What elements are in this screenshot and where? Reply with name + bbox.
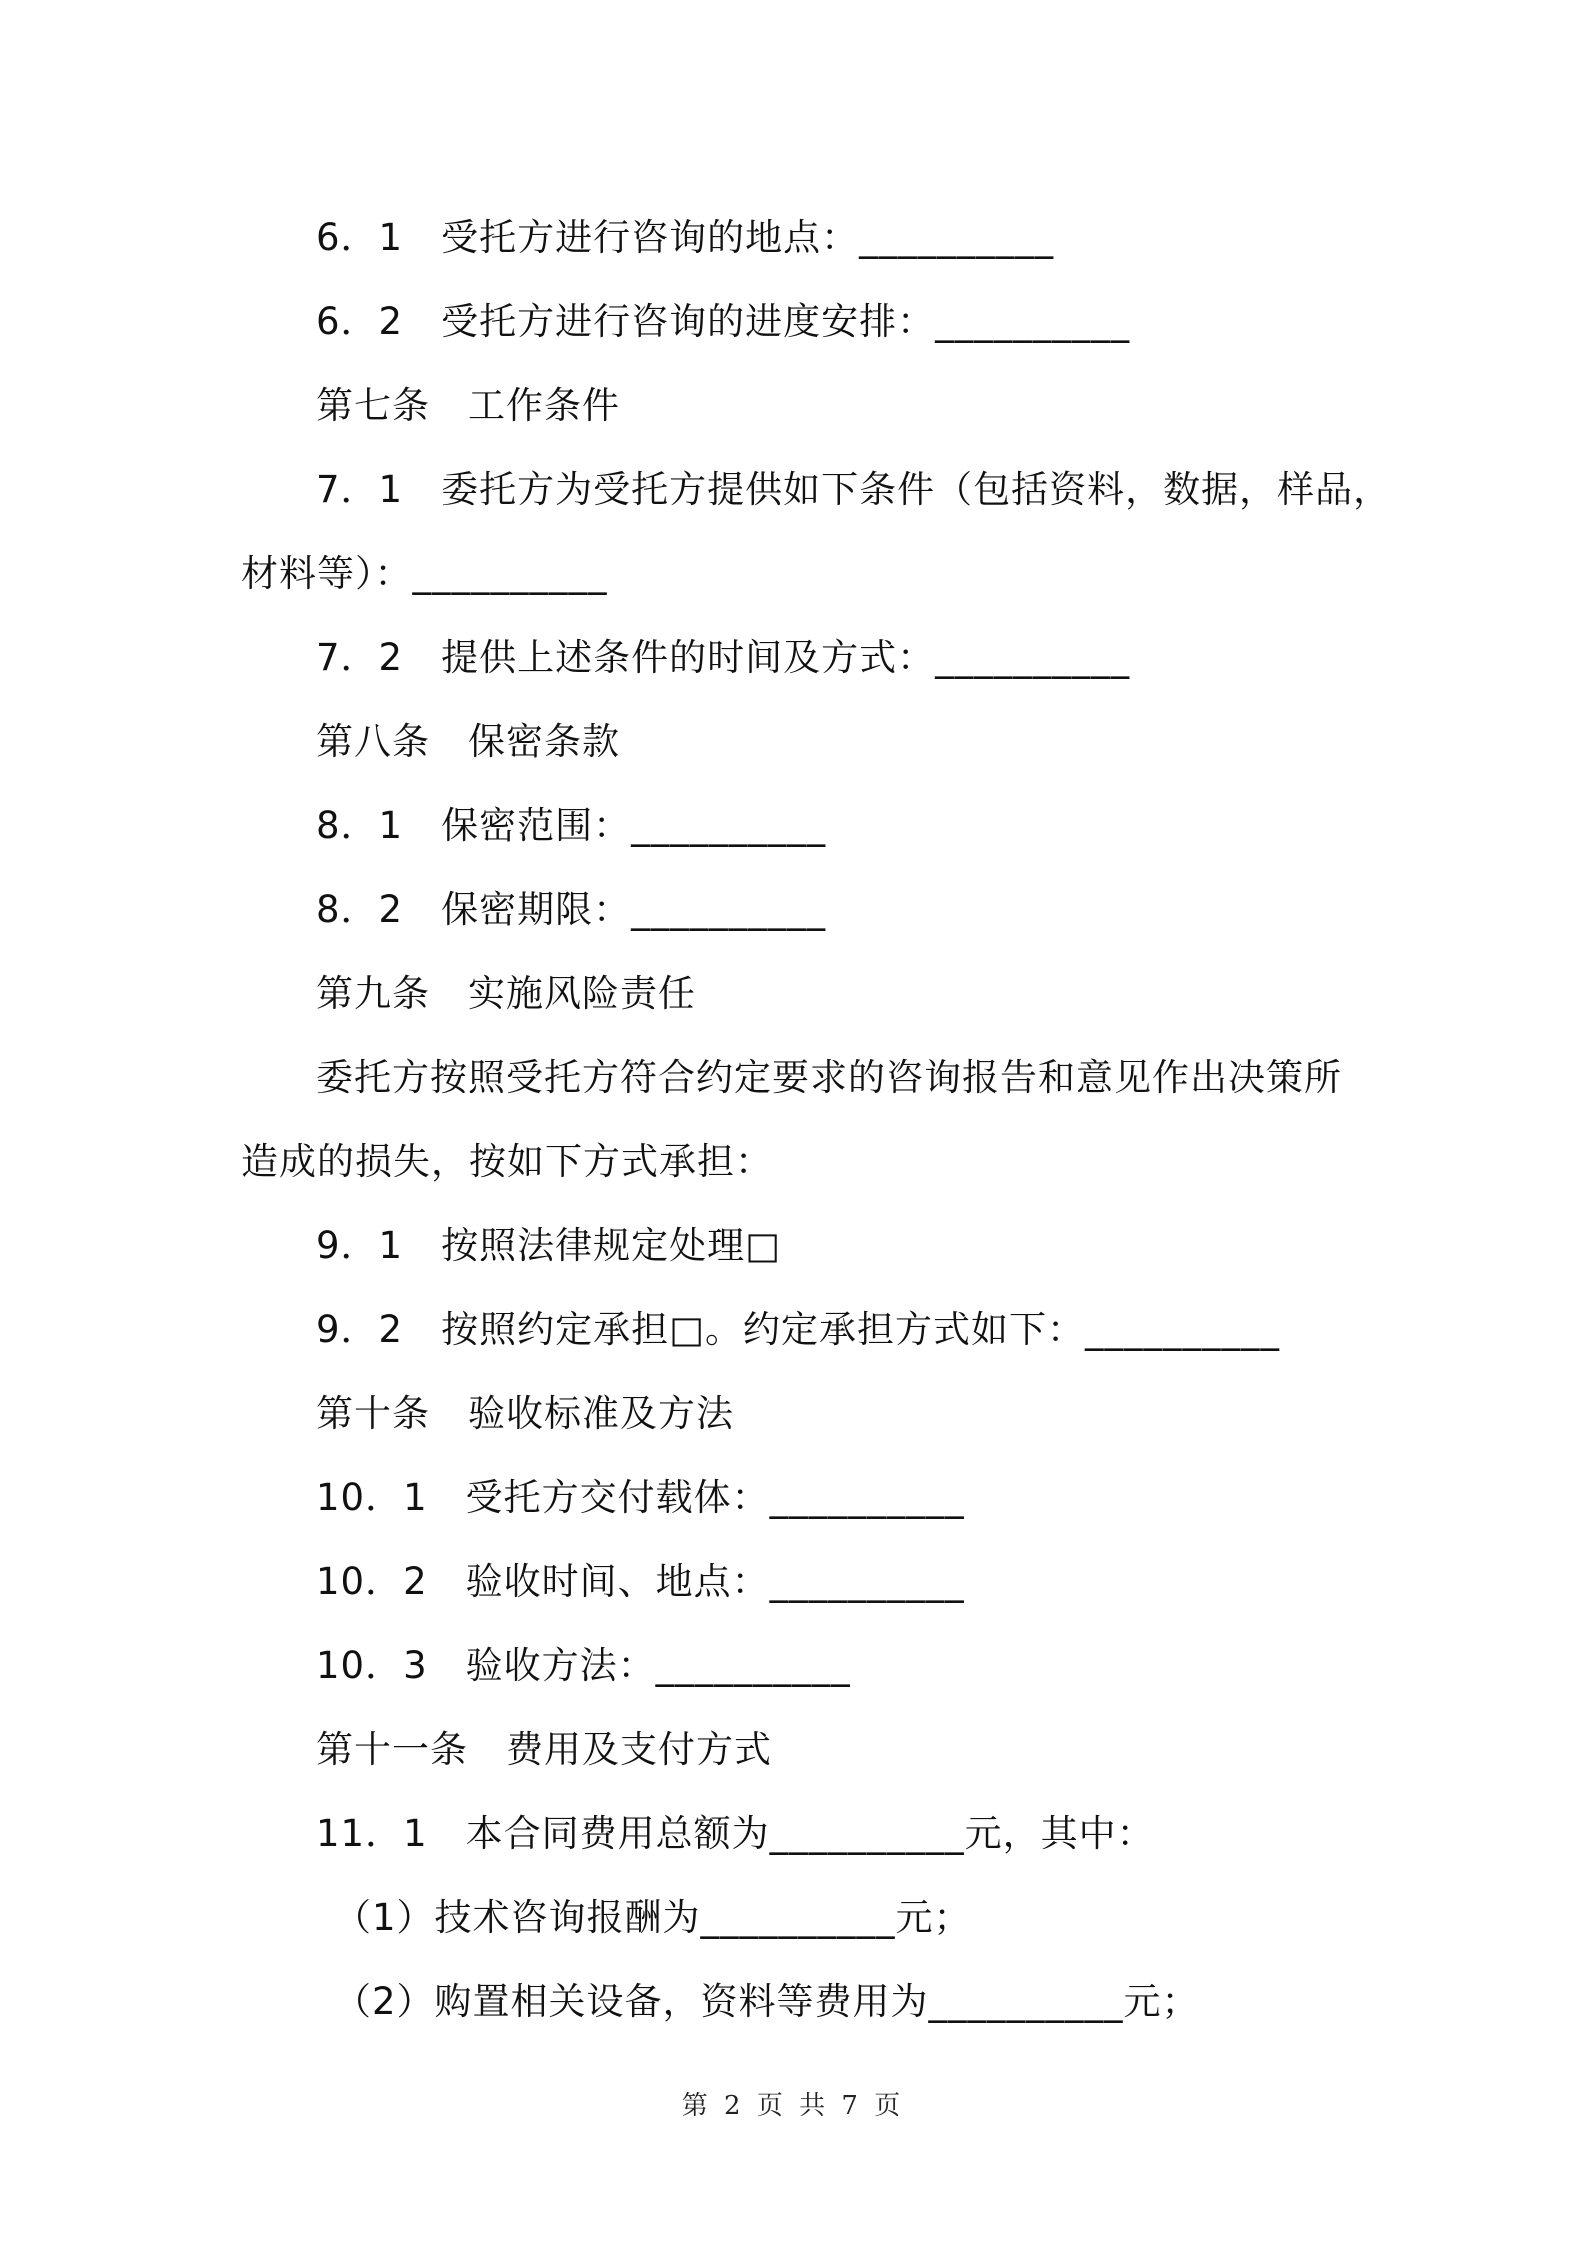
page-number-footer: 第 2 页 共 7 页 xyxy=(681,2091,905,2121)
article-7-heading: 第七条 工作条件 xyxy=(316,384,620,427)
clause-10-1: 10．1 受托方交付载体：__________ xyxy=(316,1476,965,1519)
fee-item-1: （1）技术咨询报酬为__________元； xyxy=(334,1896,972,1939)
article-8-heading: 第八条 保密条款 xyxy=(316,720,620,763)
clause-8-2: 8．2 保密期限：__________ xyxy=(316,888,827,931)
clause-7-2: 7．2 提供上述条件的时间及方式：__________ xyxy=(316,636,1131,679)
article-9-heading: 第九条 实施风险责任 xyxy=(316,972,696,1015)
article-9-paragraph: 委托方按照受托方符合约定要求的咨询报告和意见作出决策所 xyxy=(316,1056,1342,1099)
fee-item-2: （2）购置相关设备，资料等费用为__________元； xyxy=(334,1980,1200,2023)
article-9-paragraph-continued: 造成的损失，按如下方式承担： xyxy=(241,1140,773,1183)
clause-6-2: 6．2 受托方进行咨询的进度安排：__________ xyxy=(316,300,1131,343)
article-10-heading: 第十条 验收标准及方法 xyxy=(316,1392,734,1435)
article-11-heading: 第十一条 费用及支付方式 xyxy=(316,1728,772,1771)
document-body xyxy=(241,196,1392,2044)
clause-6-1: 6．1 受托方进行咨询的地点：__________ xyxy=(316,216,1055,259)
clause-11-1: 11．1 本合同费用总额为__________元，其中： xyxy=(316,1812,1155,1855)
clause-7-1: 7．1 委托方为受托方提供如下条件（包括资料，数据，样品， xyxy=(316,468,1392,511)
clause-10-2: 10．2 验收时间、地点：__________ xyxy=(316,1560,965,1603)
clause-8-1: 8．1 保密范围：__________ xyxy=(316,804,827,847)
clause-7-1-continued: 材料等）：__________ xyxy=(241,552,608,595)
clause-9-1: 9．1 按照法律规定处理□ xyxy=(316,1224,782,1267)
clause-9-2: 9．2 按照约定承担□。约定承担方式如下：__________ xyxy=(316,1308,1281,1351)
clause-10-3: 10．3 验收方法：__________ xyxy=(316,1644,851,1687)
